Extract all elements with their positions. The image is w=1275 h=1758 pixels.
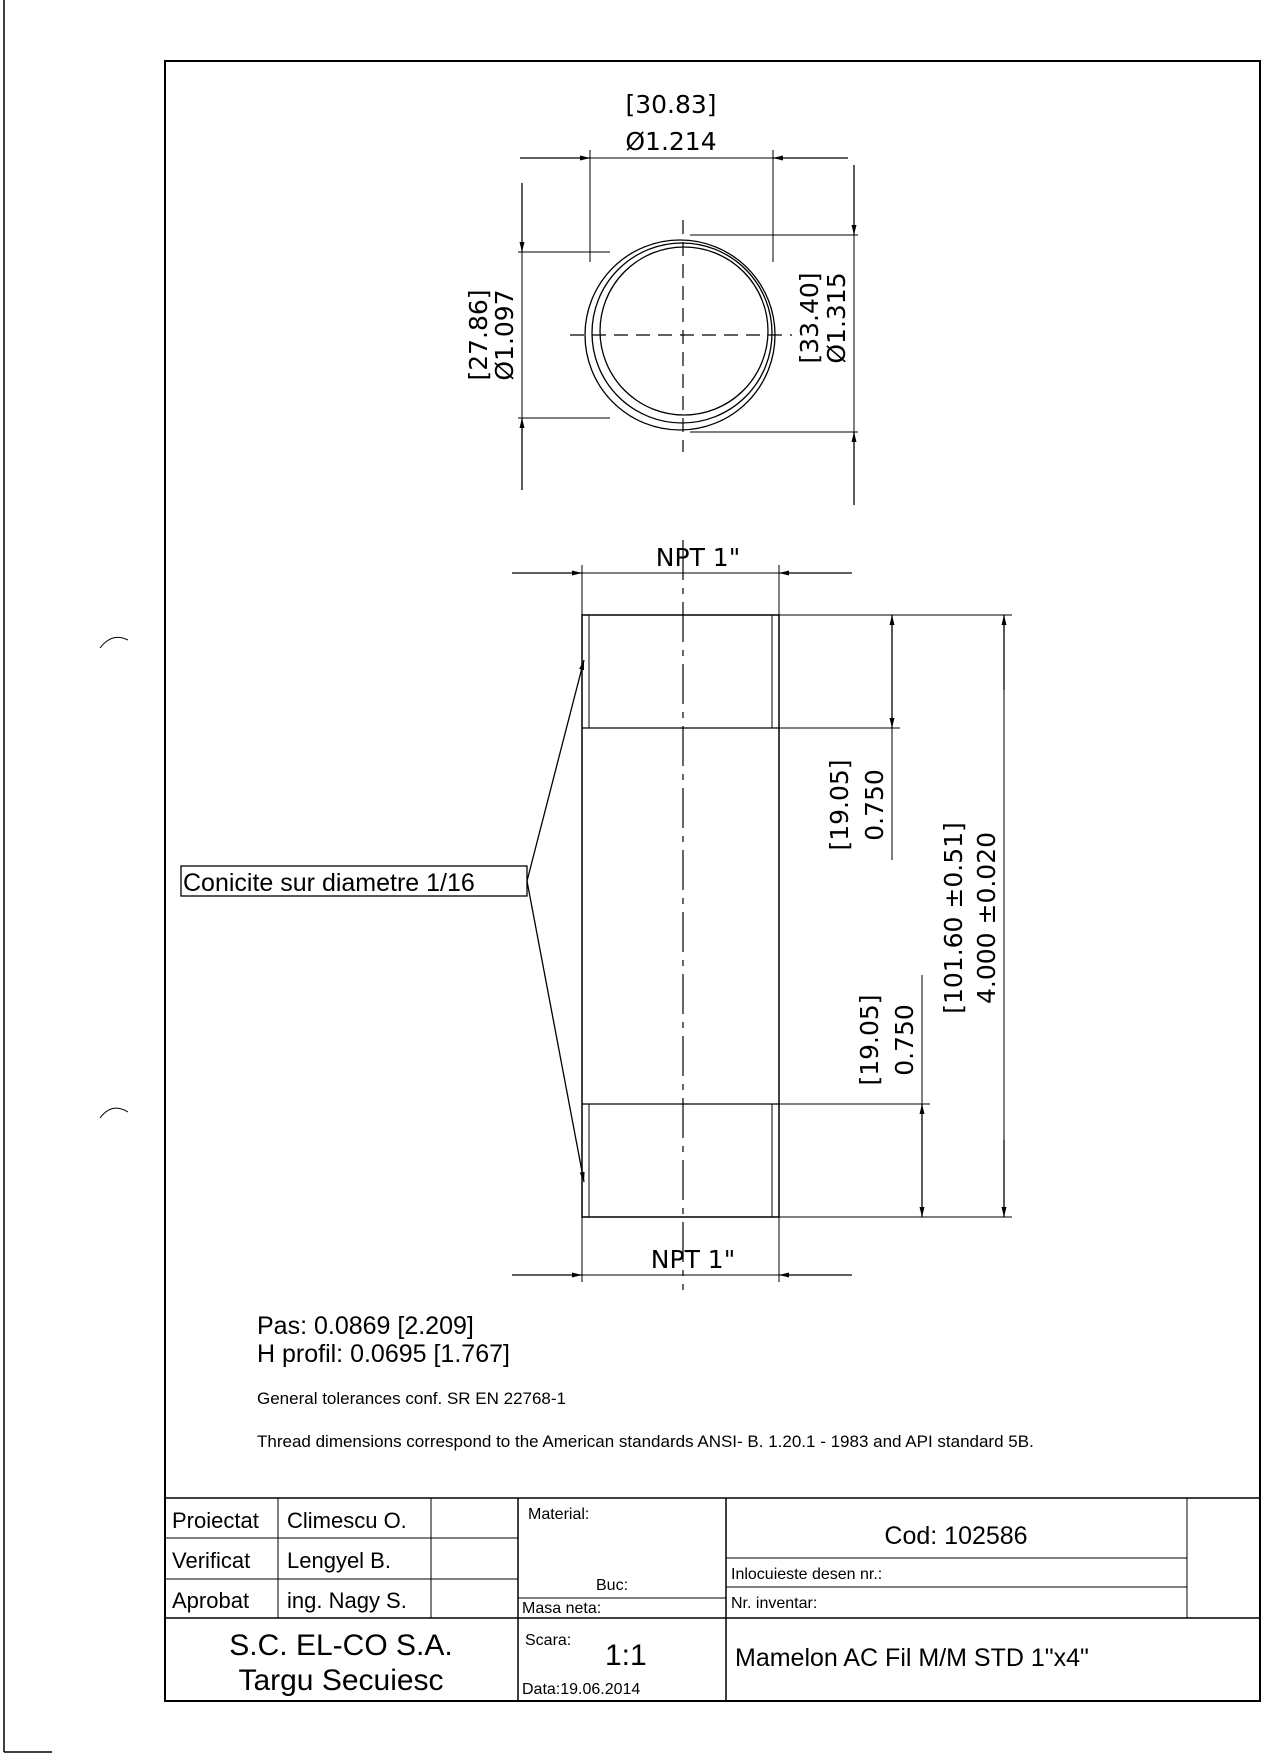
note-pitch: Pas: 0.0869 [2.209] xyxy=(257,1312,474,1340)
thread-len-top-in: 0.750 xyxy=(860,769,889,841)
scale-value: 1:1 xyxy=(605,1639,647,1672)
taper-leader-bottom xyxy=(527,881,584,1182)
part-code: Cod: 102586 xyxy=(884,1522,1028,1550)
taper-label: Conicite sur diametre 1/16 xyxy=(183,869,475,897)
side-view xyxy=(181,540,1012,1290)
part-name: Mamelon AC Fil M/M STD 1"x4" xyxy=(735,1644,1089,1672)
company-name: S.C. EL-CO S.A. xyxy=(229,1629,453,1662)
total-len-in: 4.000 ±0.020 xyxy=(972,831,1001,1005)
date-value: Data:19.06.2014 xyxy=(522,1681,641,1698)
inventory-label: Nr. inventar: xyxy=(731,1595,818,1612)
role-name-designed: Climescu O. xyxy=(287,1508,407,1533)
thread-len-bottom-in: 0.750 xyxy=(890,1004,919,1076)
role-name-approved: ing. Nagy S. xyxy=(287,1588,407,1613)
note-standards: Thread dimensions correspond to the American standards ANSI- B. 1.20.1 - 1983 and API standard 5B. xyxy=(257,1432,1034,1451)
thread-len-top-mm: [19.05] xyxy=(825,759,854,851)
dim-outer-in: Ø1.315 xyxy=(822,272,851,364)
dim-width-in: Ø1.214 xyxy=(625,127,717,156)
dim-width-mm: [30.83] xyxy=(625,90,717,119)
inner-circle xyxy=(600,247,768,415)
mid-circle xyxy=(592,243,772,423)
masa-neta-label: Masa neta: xyxy=(522,1600,602,1617)
thread-label-top: NPT 1" xyxy=(655,543,741,572)
note-profile: H profil: 0.0695 [1.767] xyxy=(257,1340,510,1368)
top-view xyxy=(464,90,858,505)
replaces-label: Inlocuieste desen nr.: xyxy=(731,1566,883,1583)
margin-mark-1 xyxy=(100,637,128,648)
role-label-approved: Aprobat xyxy=(172,1588,250,1613)
scale-label: Scara: xyxy=(525,1632,572,1649)
dim-outer-mm: [33.40] xyxy=(795,272,824,364)
material-label: Material: xyxy=(528,1506,590,1523)
title-block xyxy=(165,1498,1260,1701)
company-city: Targu Secuiesc xyxy=(238,1664,444,1697)
margin-mark-2 xyxy=(100,1108,128,1118)
role-label-designed: Proiectat xyxy=(172,1508,259,1533)
total-len-mm: [101.60 ±0.51] xyxy=(939,822,968,1014)
notes xyxy=(257,1312,1034,1451)
thread-len-bottom-mm: [19.05] xyxy=(855,994,884,1086)
note-tolerances: General tolerances conf. SR EN 22768-1 xyxy=(257,1389,567,1408)
dim-inner-mm: [27.86] xyxy=(464,289,493,381)
dim-inner-in: Ø1.097 xyxy=(490,289,519,381)
role-label-checked: Verificat xyxy=(172,1548,251,1573)
role-name-checked: Lengyel B. xyxy=(287,1548,391,1573)
thread-label-bottom: NPT 1" xyxy=(650,1245,736,1274)
nipple-body xyxy=(582,615,779,1217)
taper-leader-top xyxy=(527,660,584,881)
buc-label: Buc: xyxy=(596,1577,629,1594)
